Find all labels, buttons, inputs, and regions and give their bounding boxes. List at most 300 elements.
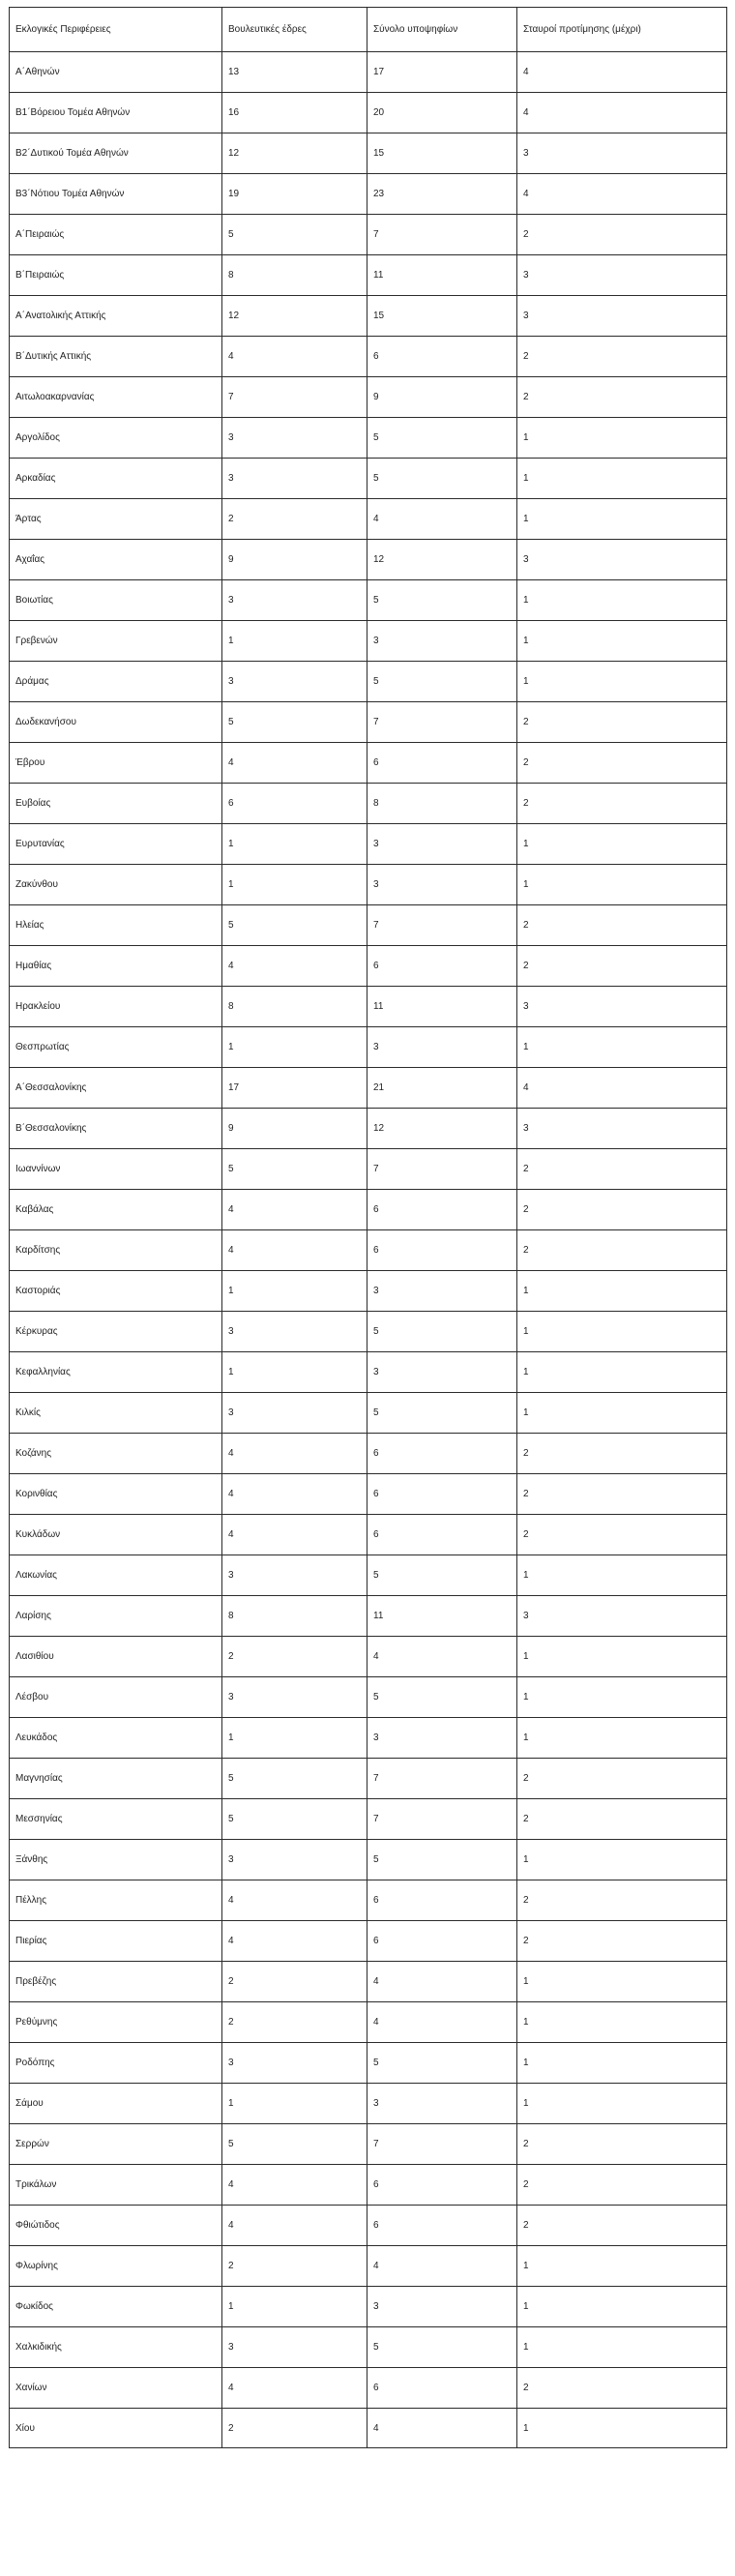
table-row: [10, 459, 727, 499]
cell-seats: 2: [222, 1962, 368, 2002]
cell-region: Β1΄Βόρειου Τομέα Αθηνών: [10, 93, 222, 133]
cell-candidates: 7: [368, 905, 517, 946]
cell-region: Πιερίας: [10, 1921, 222, 1962]
cell-region: Κορινθίας: [10, 1474, 222, 1515]
cell-candidates: 5: [368, 2327, 517, 2368]
cell-region: Ξάνθης: [10, 1840, 222, 1880]
table-row: [10, 2287, 727, 2327]
cell-preference-votes: 2: [517, 1515, 727, 1555]
cell-candidates: 3: [368, 2084, 517, 2124]
cell-preference-votes: 1: [517, 824, 727, 865]
cell-preference-votes: 2: [517, 1799, 727, 1840]
cell-preference-votes: 1: [517, 499, 727, 540]
cell-preference-votes: 1: [517, 1677, 727, 1718]
cell-seats: 5: [222, 702, 368, 743]
table-row: [10, 540, 727, 580]
cell-seats: 5: [222, 215, 368, 255]
cell-preference-votes: 2: [517, 1759, 727, 1799]
cell-preference-votes: 1: [517, 1637, 727, 1677]
table-row: [10, 1880, 727, 1921]
cell-region: Πρεβέζης: [10, 1962, 222, 2002]
cell-seats: 1: [222, 865, 368, 905]
header-seats: Βουλευτικές έδρες: [222, 8, 368, 52]
cell-candidates: 12: [368, 1109, 517, 1149]
cell-region: Λευκάδος: [10, 1718, 222, 1759]
table-row: [10, 215, 727, 255]
cell-region: Φλωρίνης: [10, 2246, 222, 2287]
table-row: [10, 52, 727, 93]
cell-candidates: 7: [368, 1799, 517, 1840]
cell-candidates: 6: [368, 1515, 517, 1555]
cell-seats: 4: [222, 1921, 368, 1962]
cell-seats: 9: [222, 540, 368, 580]
cell-preference-votes: 4: [517, 52, 727, 93]
cell-region: Ευβοίας: [10, 784, 222, 824]
cell-candidates: 5: [368, 1393, 517, 1434]
cell-seats: 3: [222, 662, 368, 702]
cell-region: Κυκλάδων: [10, 1515, 222, 1555]
cell-region: Ρεθύμνης: [10, 2002, 222, 2043]
cell-seats: 3: [222, 1555, 368, 1596]
table-row: [10, 499, 727, 540]
cell-seats: 4: [222, 1880, 368, 1921]
cell-candidates: 6: [368, 2368, 517, 2409]
cell-candidates: 5: [368, 2043, 517, 2084]
cell-candidates: 5: [368, 1555, 517, 1596]
cell-region: Ροδόπης: [10, 2043, 222, 2084]
cell-preference-votes: 2: [517, 784, 727, 824]
cell-preference-votes: 2: [517, 1190, 727, 1230]
cell-candidates: 6: [368, 1190, 517, 1230]
cell-candidates: 6: [368, 1880, 517, 1921]
cell-candidates: 6: [368, 1230, 517, 1271]
cell-candidates: 6: [368, 337, 517, 377]
cell-candidates: 21: [368, 1068, 517, 1109]
table-header: [10, 8, 727, 52]
cell-preference-votes: 3: [517, 1109, 727, 1149]
table-row: [10, 743, 727, 784]
cell-preference-votes: 2: [517, 2124, 727, 2165]
cell-seats: 3: [222, 2327, 368, 2368]
cell-preference-votes: 2: [517, 2368, 727, 2409]
cell-seats: 3: [222, 1393, 368, 1434]
cell-preference-votes: 2: [517, 1230, 727, 1271]
cell-region: Βοιωτίας: [10, 580, 222, 621]
cell-seats: 3: [222, 580, 368, 621]
cell-candidates: 4: [368, 499, 517, 540]
header-row: [10, 8, 727, 52]
cell-region: Κοζάνης: [10, 1434, 222, 1474]
table-row: [10, 133, 727, 174]
header-region: Εκλογικές Περιφέρειες: [10, 8, 222, 52]
cell-seats: 3: [222, 2043, 368, 2084]
cell-preference-votes: 1: [517, 2043, 727, 2084]
cell-region: Αιτωλοακαρνανίας: [10, 377, 222, 418]
table-row: [10, 1312, 727, 1352]
cell-candidates: 4: [368, 2002, 517, 2043]
table-row: [10, 1718, 727, 1759]
cell-seats: 5: [222, 1149, 368, 1190]
cell-candidates: 3: [368, 1352, 517, 1393]
table-row: [10, 2368, 727, 2409]
cell-preference-votes: 1: [517, 2002, 727, 2043]
cell-candidates: 4: [368, 2409, 517, 2448]
cell-region: Λέσβου: [10, 1677, 222, 1718]
cell-seats: 5: [222, 1799, 368, 1840]
cell-preference-votes: 1: [517, 1312, 727, 1352]
table-row: [10, 1962, 727, 2002]
cell-region: Θεσπρωτίας: [10, 1027, 222, 1068]
cell-candidates: 5: [368, 1677, 517, 1718]
table-row: [10, 2002, 727, 2043]
cell-region: Ηρακλείου: [10, 987, 222, 1027]
cell-seats: 4: [222, 946, 368, 987]
cell-region: Καβάλας: [10, 1190, 222, 1230]
cell-region: Ζακύνθου: [10, 865, 222, 905]
table-row: [10, 296, 727, 337]
cell-preference-votes: 1: [517, 1352, 727, 1393]
table-row: [10, 1027, 727, 1068]
cell-preference-votes: 3: [517, 296, 727, 337]
cell-preference-votes: 4: [517, 174, 727, 215]
cell-seats: 2: [222, 499, 368, 540]
cell-preference-votes: 1: [517, 2327, 727, 2368]
cell-preference-votes: 2: [517, 1474, 727, 1515]
cell-region: Λαρίσης: [10, 1596, 222, 1637]
cell-seats: 12: [222, 133, 368, 174]
cell-seats: 9: [222, 1109, 368, 1149]
cell-seats: 4: [222, 2206, 368, 2246]
cell-region: Αχαΐας: [10, 540, 222, 580]
table-row: [10, 2409, 727, 2448]
cell-seats: 5: [222, 905, 368, 946]
cell-seats: 2: [222, 2002, 368, 2043]
cell-preference-votes: 4: [517, 1068, 727, 1109]
cell-preference-votes: 1: [517, 1840, 727, 1880]
cell-candidates: 6: [368, 743, 517, 784]
cell-preference-votes: 4: [517, 93, 727, 133]
table-row: [10, 1109, 727, 1149]
table-row: [10, 1393, 727, 1434]
cell-candidates: 17: [368, 52, 517, 93]
cell-preference-votes: 1: [517, 2409, 727, 2448]
table-row: [10, 824, 727, 865]
cell-region: Πέλλης: [10, 1880, 222, 1921]
cell-seats: 2: [222, 2246, 368, 2287]
cell-seats: 4: [222, 1474, 368, 1515]
cell-preference-votes: 1: [517, 459, 727, 499]
cell-preference-votes: 3: [517, 255, 727, 296]
cell-candidates: 4: [368, 2246, 517, 2287]
cell-region: Έβρου: [10, 743, 222, 784]
table-row: [10, 905, 727, 946]
cell-region: Κέρκυρας: [10, 1312, 222, 1352]
cell-region: Β2΄Δυτικού Τομέα Αθηνών: [10, 133, 222, 174]
cell-seats: 3: [222, 1840, 368, 1880]
cell-candidates: 7: [368, 702, 517, 743]
cell-region: Α΄Πειραιώς: [10, 215, 222, 255]
page-content: [9, 7, 726, 2448]
table-row: [10, 2084, 727, 2124]
cell-seats: 2: [222, 2409, 368, 2448]
electoral-regions-table: [9, 7, 727, 2448]
cell-seats: 8: [222, 987, 368, 1027]
cell-region: Καρδίτσης: [10, 1230, 222, 1271]
table-row: [10, 946, 727, 987]
cell-seats: 1: [222, 2084, 368, 2124]
cell-seats: 16: [222, 93, 368, 133]
cell-preference-votes: 1: [517, 1718, 727, 1759]
cell-region: Μαγνησίας: [10, 1759, 222, 1799]
cell-candidates: 11: [368, 1596, 517, 1637]
cell-candidates: 5: [368, 662, 517, 702]
cell-seats: 2: [222, 1637, 368, 1677]
cell-candidates: 7: [368, 2124, 517, 2165]
cell-seats: 6: [222, 784, 368, 824]
cell-candidates: 15: [368, 133, 517, 174]
cell-candidates: 7: [368, 215, 517, 255]
table-row: [10, 255, 727, 296]
cell-seats: 1: [222, 2287, 368, 2327]
cell-candidates: 3: [368, 824, 517, 865]
cell-region: Κιλκίς: [10, 1393, 222, 1434]
cell-region: Α΄Ανατολικής Αττικής: [10, 296, 222, 337]
table-row: [10, 337, 727, 377]
cell-seats: 1: [222, 1027, 368, 1068]
cell-preference-votes: 2: [517, 1434, 727, 1474]
cell-preference-votes: 1: [517, 1271, 727, 1312]
cell-region: Χίου: [10, 2409, 222, 2448]
table-row: [10, 1921, 727, 1962]
cell-region: Δράμας: [10, 662, 222, 702]
header-candidates: Σύνολο υποψηφίων: [368, 8, 517, 52]
cell-preference-votes: 1: [517, 662, 727, 702]
cell-candidates: 4: [368, 1637, 517, 1677]
cell-preference-votes: 3: [517, 987, 727, 1027]
cell-region: Μεσσηνίας: [10, 1799, 222, 1840]
cell-region: Λασιθίου: [10, 1637, 222, 1677]
cell-preference-votes: 2: [517, 215, 727, 255]
cell-preference-votes: 2: [517, 1149, 727, 1190]
cell-preference-votes: 2: [517, 702, 727, 743]
cell-candidates: 3: [368, 1027, 517, 1068]
cell-preference-votes: 3: [517, 1596, 727, 1637]
cell-region: Α΄Θεσσαλονίκης: [10, 1068, 222, 1109]
cell-region: Χαλκιδικής: [10, 2327, 222, 2368]
cell-preference-votes: 2: [517, 946, 727, 987]
table-row: [10, 987, 727, 1027]
cell-preference-votes: 2: [517, 2206, 727, 2246]
cell-region: Δωδεκανήσου: [10, 702, 222, 743]
cell-region: Σάμου: [10, 2084, 222, 2124]
cell-preference-votes: 1: [517, 1962, 727, 2002]
cell-seats: 1: [222, 1718, 368, 1759]
cell-candidates: 5: [368, 1312, 517, 1352]
table-row: [10, 1352, 727, 1393]
cell-candidates: 6: [368, 2206, 517, 2246]
cell-candidates: 5: [368, 580, 517, 621]
cell-region: Αργολίδος: [10, 418, 222, 459]
table-row: [10, 2327, 727, 2368]
cell-preference-votes: 1: [517, 2287, 727, 2327]
cell-candidates: 23: [368, 174, 517, 215]
table-row: [10, 1515, 727, 1555]
cell-seats: 4: [222, 1434, 368, 1474]
cell-seats: 1: [222, 824, 368, 865]
cell-seats: 4: [222, 1230, 368, 1271]
cell-region: Ημαθίας: [10, 946, 222, 987]
cell-preference-votes: 3: [517, 540, 727, 580]
cell-region: Γρεβενών: [10, 621, 222, 662]
table-row: [10, 1637, 727, 1677]
cell-candidates: 6: [368, 1434, 517, 1474]
cell-seats: 4: [222, 2165, 368, 2206]
cell-preference-votes: 3: [517, 133, 727, 174]
cell-region: Β΄Θεσσαλονίκης: [10, 1109, 222, 1149]
cell-seats: 3: [222, 1312, 368, 1352]
table-row: [10, 93, 727, 133]
table-row: [10, 2043, 727, 2084]
cell-seats: 8: [222, 1596, 368, 1637]
table-row: [10, 702, 727, 743]
cell-candidates: 5: [368, 1840, 517, 1880]
cell-preference-votes: 1: [517, 1027, 727, 1068]
cell-candidates: 15: [368, 296, 517, 337]
cell-region: Άρτας: [10, 499, 222, 540]
cell-region: Σερρών: [10, 2124, 222, 2165]
table-row: [10, 784, 727, 824]
table-row: [10, 865, 727, 905]
cell-preference-votes: 1: [517, 865, 727, 905]
cell-preference-votes: 2: [517, 2165, 727, 2206]
table-row: [10, 1434, 727, 1474]
cell-seats: 4: [222, 2368, 368, 2409]
cell-region: Τρικάλων: [10, 2165, 222, 2206]
cell-candidates: 3: [368, 1271, 517, 1312]
cell-preference-votes: 2: [517, 337, 727, 377]
cell-preference-votes: 1: [517, 1555, 727, 1596]
cell-preference-votes: 2: [517, 905, 727, 946]
cell-region: Κεφαλληνίας: [10, 1352, 222, 1393]
header-preference-votes: Σταυροί προτίμησης (μέχρι): [517, 8, 727, 52]
cell-preference-votes: 2: [517, 377, 727, 418]
cell-candidates: 7: [368, 1759, 517, 1799]
cell-seats: 4: [222, 743, 368, 784]
cell-seats: 13: [222, 52, 368, 93]
cell-seats: 3: [222, 1677, 368, 1718]
cell-preference-votes: 2: [517, 1921, 727, 1962]
cell-seats: 7: [222, 377, 368, 418]
cell-region: Ιωαννίνων: [10, 1149, 222, 1190]
table-row: [10, 1799, 727, 1840]
cell-seats: 5: [222, 1759, 368, 1799]
cell-preference-votes: 1: [517, 1393, 727, 1434]
table-row: [10, 1271, 727, 1312]
cell-candidates: 6: [368, 946, 517, 987]
table-row: [10, 2206, 727, 2246]
table-row: [10, 418, 727, 459]
table-row: [10, 1840, 727, 1880]
table-row: [10, 2165, 727, 2206]
cell-region: Β΄Πειραιώς: [10, 255, 222, 296]
cell-region: Φωκίδος: [10, 2287, 222, 2327]
cell-candidates: 6: [368, 1474, 517, 1515]
cell-candidates: 6: [368, 1921, 517, 1962]
cell-seats: 4: [222, 337, 368, 377]
cell-preference-votes: 1: [517, 2084, 727, 2124]
table-row: [10, 621, 727, 662]
cell-seats: 5: [222, 2124, 368, 2165]
cell-candidates: 6: [368, 2165, 517, 2206]
cell-region: Ηλείας: [10, 905, 222, 946]
cell-candidates: 3: [368, 2287, 517, 2327]
cell-seats: 1: [222, 621, 368, 662]
cell-seats: 4: [222, 1515, 368, 1555]
table-row: [10, 377, 727, 418]
cell-seats: 17: [222, 1068, 368, 1109]
cell-candidates: 3: [368, 865, 517, 905]
cell-seats: 1: [222, 1352, 368, 1393]
table-row: [10, 1555, 727, 1596]
cell-candidates: 8: [368, 784, 517, 824]
cell-seats: 3: [222, 418, 368, 459]
cell-region: Β3΄Νότιου Τομέα Αθηνών: [10, 174, 222, 215]
cell-preference-votes: 1: [517, 418, 727, 459]
cell-region: Α΄Αθηνών: [10, 52, 222, 93]
cell-candidates: 3: [368, 1718, 517, 1759]
cell-seats: 19: [222, 174, 368, 215]
cell-seats: 1: [222, 1271, 368, 1312]
cell-seats: 3: [222, 459, 368, 499]
cell-region: Αρκαδίας: [10, 459, 222, 499]
cell-seats: 4: [222, 1190, 368, 1230]
cell-candidates: 3: [368, 621, 517, 662]
cell-preference-votes: 1: [517, 2246, 727, 2287]
cell-region: Χανίων: [10, 2368, 222, 2409]
table-body: [10, 52, 727, 2448]
cell-preference-votes: 1: [517, 621, 727, 662]
cell-candidates: 20: [368, 93, 517, 133]
table-row: [10, 1474, 727, 1515]
table-row: [10, 580, 727, 621]
cell-region: Φθιώτιδος: [10, 2206, 222, 2246]
cell-region: Λακωνίας: [10, 1555, 222, 1596]
table-row: [10, 1677, 727, 1718]
cell-candidates: 12: [368, 540, 517, 580]
table-row: [10, 1149, 727, 1190]
cell-candidates: 4: [368, 1962, 517, 2002]
table-row: [10, 1596, 727, 1637]
cell-candidates: 5: [368, 418, 517, 459]
cell-seats: 8: [222, 255, 368, 296]
cell-candidates: 5: [368, 459, 517, 499]
cell-region: Καστοριάς: [10, 1271, 222, 1312]
table-row: [10, 2246, 727, 2287]
cell-candidates: 9: [368, 377, 517, 418]
cell-preference-votes: 2: [517, 1880, 727, 1921]
table-row: [10, 2124, 727, 2165]
cell-candidates: 7: [368, 1149, 517, 1190]
table-row: [10, 1759, 727, 1799]
table-row: [10, 174, 727, 215]
cell-region: Ευρυτανίας: [10, 824, 222, 865]
table-row: [10, 1190, 727, 1230]
cell-candidates: 11: [368, 987, 517, 1027]
table-row: [10, 662, 727, 702]
cell-region: Β΄Δυτικής Αττικής: [10, 337, 222, 377]
cell-seats: 12: [222, 296, 368, 337]
cell-candidates: 11: [368, 255, 517, 296]
